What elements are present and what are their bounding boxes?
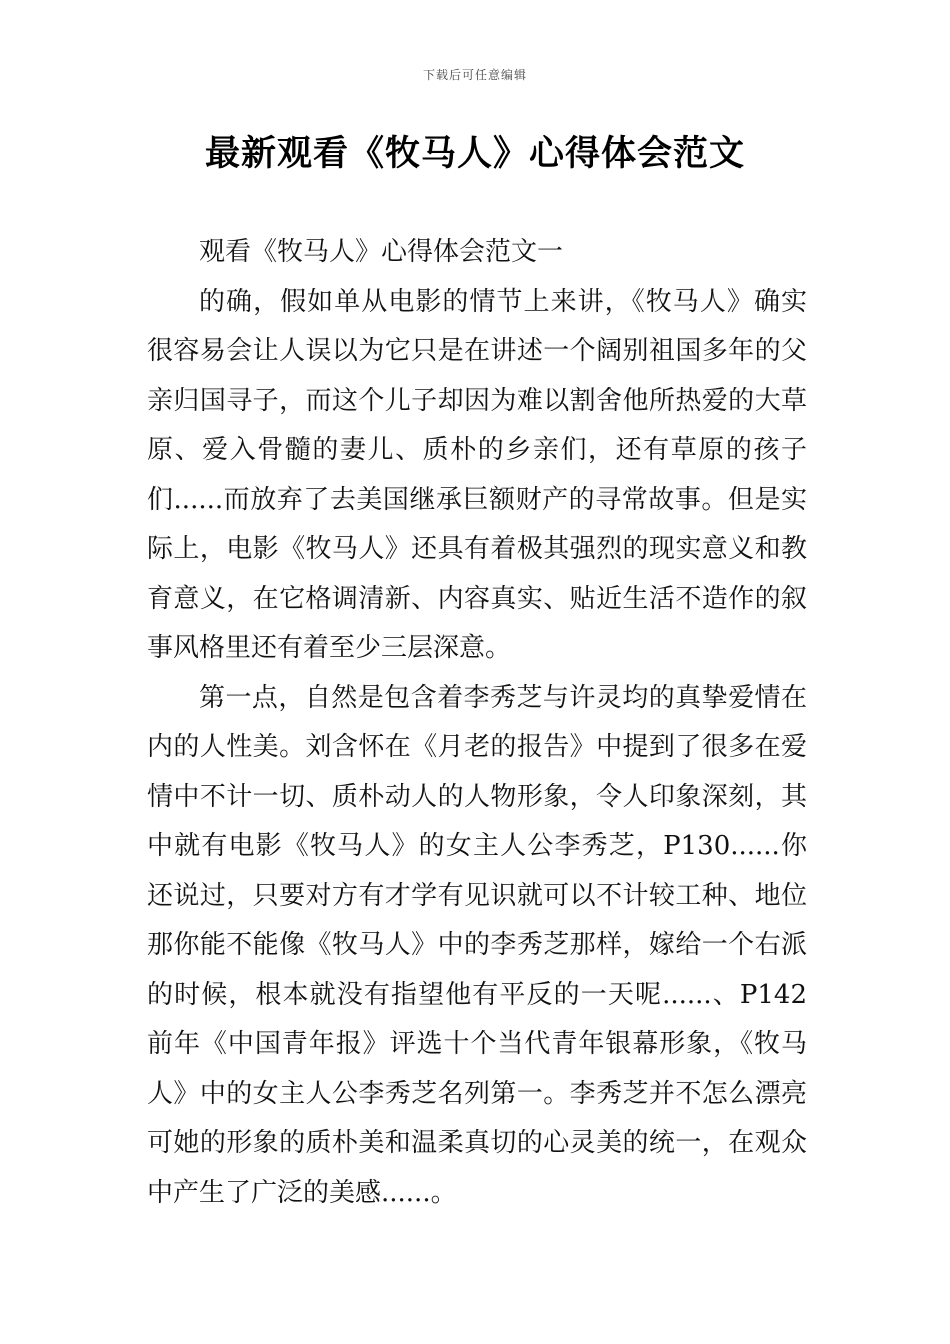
page-title: 最新观看《牧马人》心得体会范文	[204, 134, 745, 174]
body-paragraph: 第一点，自然是包含着李秀芝与许灵均的真挚爱情在内的人性美。刘含怀在《月老的报告》中提到了很多在爱情中不计一切、质朴动人的人物形象，令人印象深刻，其中就有电影《牧马人》的女主人公李秀芝，P130......你还说过，只要对方有才学有见识就可以不计较工种、地位那你能不能像《牧马人》中的李秀芝那样，嫁给一个右派的时候，根本就没有指望他有平反的一天呢......、P142前年《中国青年报》评选十个当代青年银幕形象，《牧马人》中的女主人公李秀芝名列第一。李秀芝并不怎么漂亮可她的形象的质朴美和温柔真切的心灵美的统一，在观众中产生了广泛的美感......。	[147, 682, 807, 1208]
document-body	[147, 228, 807, 1218]
section-heading: 观看《牧马人》心得体会范文一	[199, 237, 564, 267]
body-paragraph: 的确，假如单从电影的情节上来讲，《牧马人》确实很容易会让人误以为它只是在讲述一个阔别祖国多年的父亲归国寻子，而这个儿子却因为难以割舍他所热爱的大草原、爱入骨髓的妻儿、质朴的乡亲们，还有草原的孩子们......而放弃了去美国继承巨额财产的寻常故事。但是实际上，电影《牧马人》还具有着极其强烈的现实意义和教育意义，在它格调清新、内容真实、贴近生活不造作的叙事风格里还有着至少三层深意。	[147, 286, 807, 663]
header-note: 下载后可任意编辑	[422, 68, 527, 82]
